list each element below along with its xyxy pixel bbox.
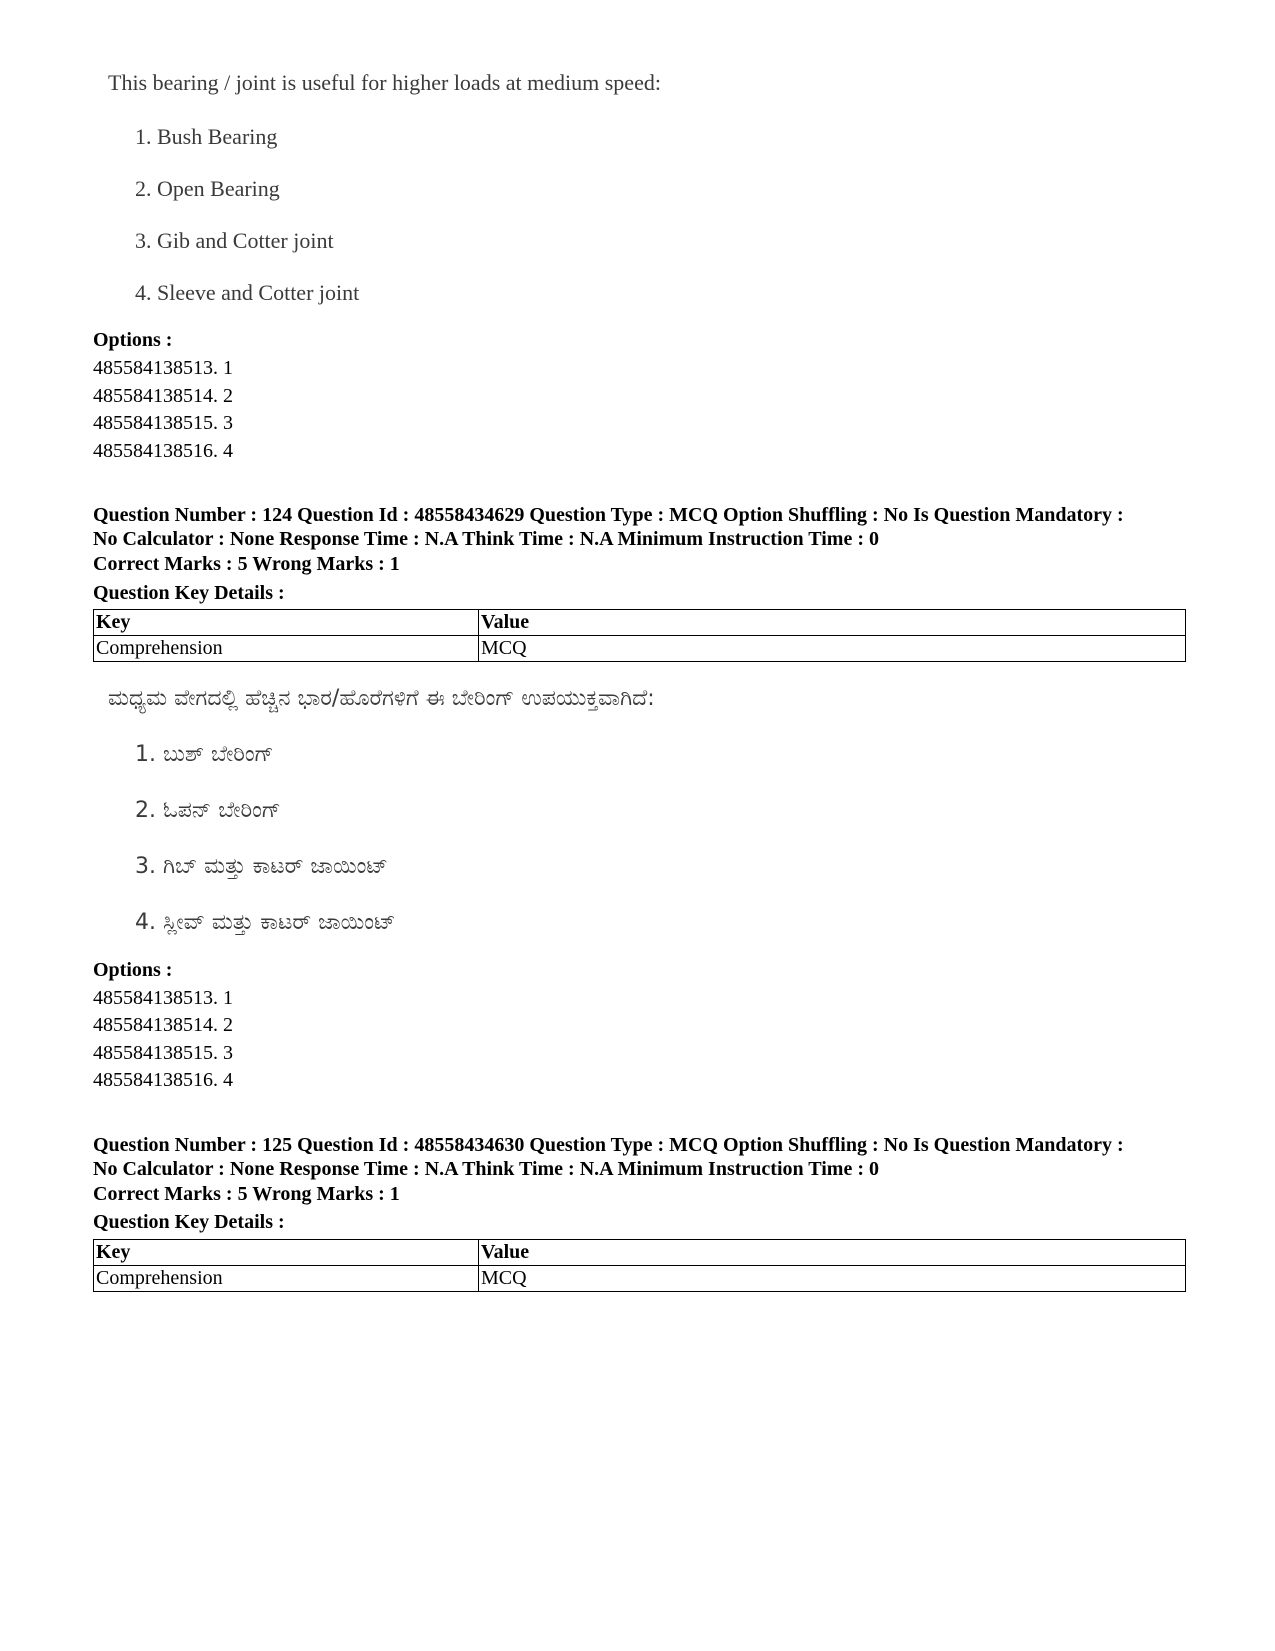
- option-item: 485584138515. 3: [93, 412, 233, 434]
- question-item: 2. Open Bearing: [135, 176, 280, 201]
- option-item: 485584138514. 2: [93, 1014, 233, 1036]
- options-label: Options :: [93, 329, 173, 351]
- table-cell: Comprehension: [94, 636, 479, 662]
- option-item: 485584138516. 4: [93, 1069, 233, 1091]
- question-item: 4. Sleeve and Cotter joint: [135, 280, 360, 305]
- table-header-cell: Key: [94, 610, 479, 636]
- question-meta: [93, 1133, 1203, 1181]
- table-header-cell: Value: [479, 610, 1186, 636]
- table-header-row: [94, 1240, 1186, 1266]
- marks-line: Correct Marks : 5 Wrong Marks : 1: [93, 1183, 400, 1205]
- key-details-label: Question Key Details :: [93, 1211, 285, 1233]
- question-item: 4. ಸ್ಲೀವ್ ಮತ್ತು ಕಾಟರ್ ಜಾಯಿಂಟ್: [135, 910, 396, 935]
- option-item: 485584138513. 1: [93, 987, 233, 1009]
- table-cell: Comprehension: [94, 1266, 479, 1292]
- table-cell: MCQ: [479, 1266, 1186, 1292]
- option-item: 485584138516. 4: [93, 440, 233, 462]
- table-cell: MCQ: [479, 636, 1186, 662]
- options-label: Options :: [93, 959, 173, 981]
- question-item: 2. ಓಪನ್ ಬೇರಿಂಗ್: [135, 798, 281, 823]
- question-stem: ಮಧ್ಯಮ ವೇಗದಲ್ಲಿ ಹೆಚ್ಚಿನ ಭಾರ/ಹೊರೆಗಳಿಗೆ ಈ ಬೇರಿಂಗ್ ಉಪಯುಕ್ತವಾಗಿದೆ:: [108, 686, 655, 711]
- question-meta-line: Question Number : 124 Question Id : 48558434629 Question Type : MCQ Option Shuffling : No Is Question Mandatory :: [93, 504, 1124, 526]
- question-item: 1. Bush Bearing: [135, 124, 278, 149]
- table-header-cell: Key: [94, 1240, 479, 1266]
- question-meta-line: No Calculator : None Response Time : N.A Think Time : N.A Minimum Instruction Time : 0: [93, 1158, 879, 1180]
- key-details-label: Question Key Details :: [93, 582, 285, 604]
- table-row: [94, 1266, 1186, 1292]
- table-row: [94, 636, 1186, 662]
- table-header-cell: Value: [479, 1240, 1186, 1266]
- question-meta: [93, 503, 1203, 551]
- question-image-kn: [108, 686, 908, 946]
- question-meta-line: Question Number : 125 Question Id : 48558434630 Question Type : MCQ Option Shuffling : No Is Question Mandatory :: [93, 1134, 1124, 1156]
- question-item: 3. Gib and Cotter joint: [135, 228, 334, 253]
- question-stem: This bearing / joint is useful for higher loads at medium speed:: [108, 70, 661, 95]
- option-item: 485584138513. 1: [93, 357, 233, 379]
- key-details-table: [93, 1239, 1186, 1292]
- question-meta-line: No Calculator : None Response Time : N.A Think Time : N.A Minimum Instruction Time : 0: [93, 528, 879, 550]
- option-item: 485584138515. 3: [93, 1042, 233, 1064]
- table-header-row: [94, 610, 1186, 636]
- option-item: 485584138514. 2: [93, 385, 233, 407]
- question-item: 1. ಬುಶ್ ಬೇರಿಂಗ್: [135, 742, 274, 767]
- question-image-en: [108, 70, 808, 320]
- question-item: 3. ಗಿಬ್ ಮತ್ತು ಕಾಟರ್ ಜಾಯಿಂಟ್: [135, 854, 388, 879]
- marks-line: Correct Marks : 5 Wrong Marks : 1: [93, 553, 400, 575]
- key-details-table: [93, 609, 1186, 662]
